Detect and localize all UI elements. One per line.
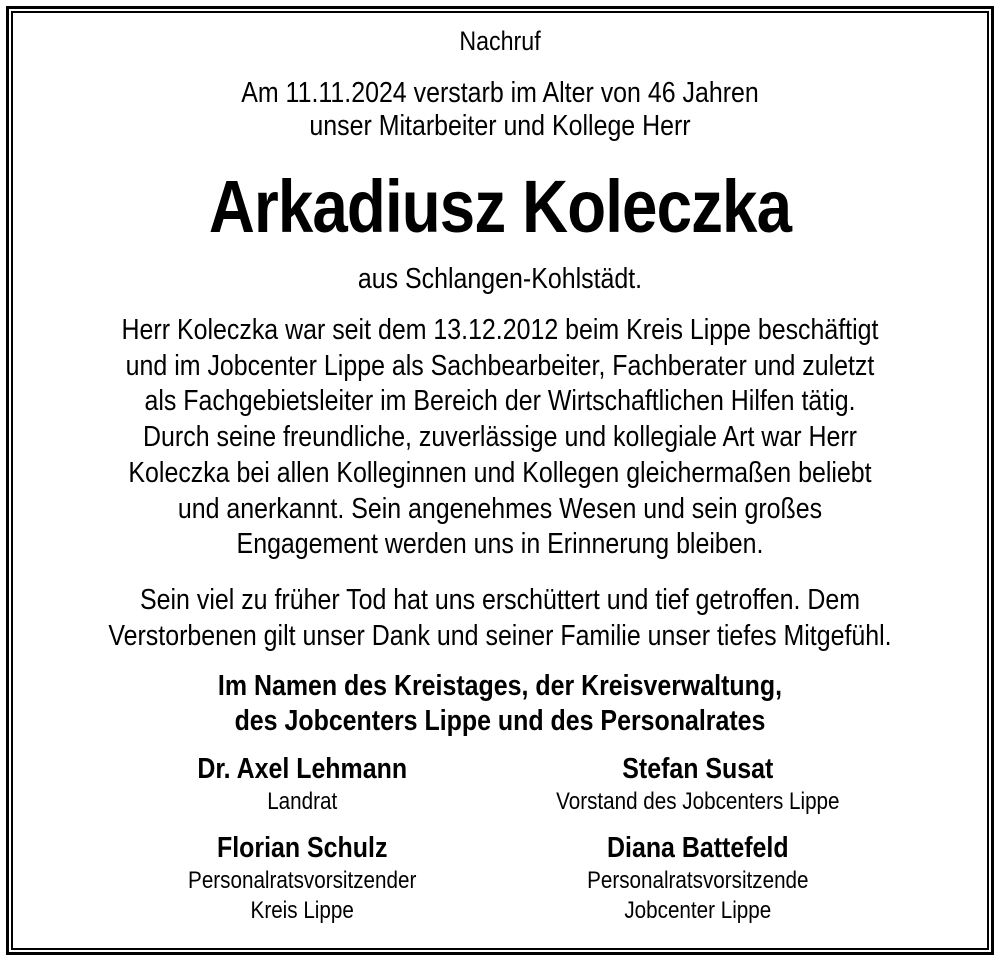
signatory-name: Florian Schulz <box>216 832 388 864</box>
closing-paragraph <box>87 582 913 654</box>
origin-line <box>87 262 913 297</box>
signatory-role: Vorstand des Jobcenters Lippe <box>556 788 840 815</box>
body-line: Engagement werden uns in Erinnerung bleiben. <box>236 528 764 561</box>
intro-paragraph <box>87 77 913 143</box>
body-line: Durch seine freundliche, zuverlässige und kollegiale Art war Herr <box>143 421 857 454</box>
signatory-name: Dr. Axel Lehmann <box>197 753 408 785</box>
body-line: und im Jobcenter Lippe als Sachbearbeiter, Fachberater und zuletzt <box>125 349 875 382</box>
signatory-role: Landrat <box>267 788 338 815</box>
intro-line: Am 11.11.2024 verstarb im Alter von 46 Jahren <box>241 77 759 109</box>
body-paragraph <box>87 313 913 563</box>
signatory-role: Jobcenter Lippe <box>624 897 772 924</box>
deceased-name-text: Arkadiusz Koleczka <box>208 165 792 248</box>
origin-text: aus Schlangen-Kohlstädt. <box>357 263 643 295</box>
signatory-role: Personalratsvorsitzende <box>587 867 809 894</box>
signatory-name: Diana Battefeld <box>607 832 789 864</box>
signatory-role: Kreis Lippe <box>250 897 354 924</box>
signatory-role: Personalratsvorsitzender <box>188 867 417 894</box>
body-line: als Fachgebietsleiter im Bereich der Wirtschaftlichen Hilfen tätig. <box>144 385 856 418</box>
signatory-name: Stefan Susat <box>622 753 774 785</box>
notice-heading <box>87 24 913 58</box>
behalf-line: des Jobcenters Lippe und des Personalrates <box>234 705 766 737</box>
signatory-schulz <box>113 830 491 926</box>
deceased-name <box>87 163 913 251</box>
signatory-susat <box>509 751 887 817</box>
signatory-lehmann <box>113 751 491 817</box>
behalf-line: Im Namen des Kreistages, der Kreisverwaltung, <box>217 670 783 702</box>
signatory-battefeld <box>509 830 887 926</box>
intro-line: unser Mitarbeiter und Kollege Herr <box>309 110 691 142</box>
closing-line: Verstorbenen gilt unser Dank und seiner Familie unser tiefes Mitgefühl. <box>108 620 892 652</box>
heading-text: Nachruf <box>459 26 541 56</box>
on-behalf-of <box>87 669 913 739</box>
closing-line: Sein viel zu früher Tod hat uns erschüttert und tief getroffen. Dem <box>140 584 860 616</box>
body-line: Herr Koleczka war seit dem 13.12.2012 beim Kreis Lippe beschäftigt <box>121 314 879 346</box>
body-line: Koleczka bei allen Kolleginnen und Kollegen gleichermaßen beliebt <box>128 456 872 489</box>
body-line: und anerkannt. Sein angenehmes Wesen und sein großes <box>177 492 823 525</box>
